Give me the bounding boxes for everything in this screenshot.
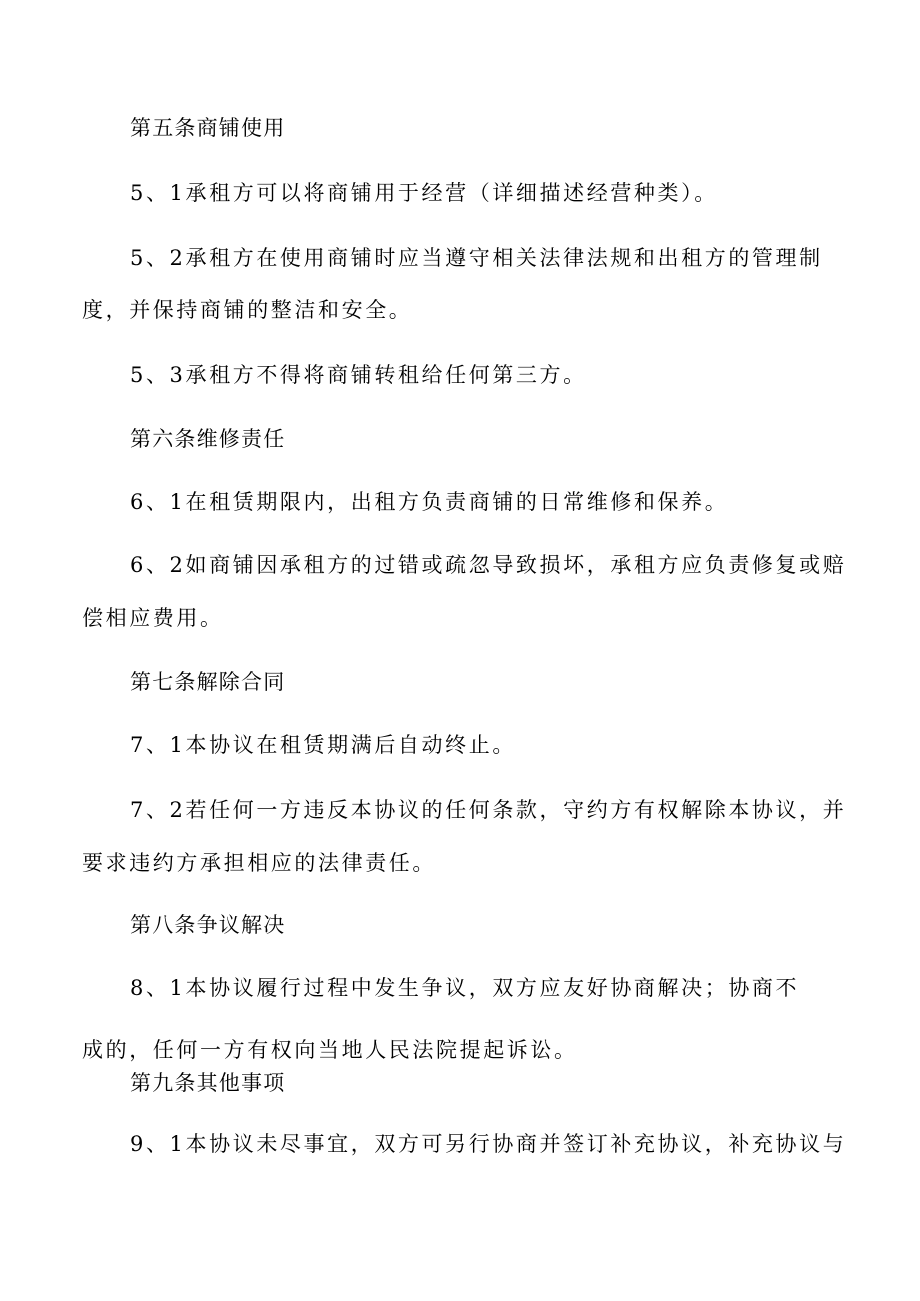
clause-7-2-line-1: 7、2若任何一方违反本协议的任何条款，守约方有权解除本协议，并 — [130, 798, 847, 822]
clause-8-1-line-2: 成的，任何一方有权向当地人民法院提起诉讼。 — [82, 1038, 578, 1062]
article-6-heading: 第六条维修责任 — [130, 427, 286, 451]
article-5-heading: 第五条商铺使用 — [130, 116, 286, 140]
clause-5-1: 5、1承租方可以将商铺用于经营（详细描述经营种类）。 — [130, 181, 718, 205]
clause-6-2-line-1: 6、2如商铺因承租方的过错或疏忽导致损坏，承租方应负责修复或赔 — [130, 553, 847, 577]
clause-5-2-line-2: 度，并保持商铺的整洁和安全。 — [82, 298, 413, 322]
article-9-heading: 第九条其他事项 — [130, 1071, 286, 1095]
clause-7-1: 7、1本协议在租赁期满后自动终止。 — [130, 733, 516, 757]
clause-6-1: 6、1在租赁期限内，出租方负责商铺的日常维修和保养。 — [130, 490, 729, 514]
article-8-heading: 第八条争议解决 — [130, 913, 286, 937]
clause-5-3: 5、3承租方不得将商铺转租给任何第三方。 — [130, 363, 587, 387]
clause-6-2-line-2: 偿相应费用。 — [82, 606, 224, 630]
article-7-heading: 第七条解除合同 — [130, 670, 286, 694]
clause-9-1-line-1: 9、1本协议未尽事宜，双方可另行协商并签订补充协议，补充协议与 — [130, 1132, 847, 1156]
clause-8-1-line-1: 8、1本协议履行过程中发生争议，双方应友好协商解决；协商不 — [130, 976, 800, 1000]
clause-5-2-line-1: 5、2承租方在使用商铺时应当遵守相关法律法规和出租方的管理制 — [130, 246, 823, 270]
clause-7-2-line-2: 要求违约方承担相应的法律责任。 — [82, 851, 436, 875]
